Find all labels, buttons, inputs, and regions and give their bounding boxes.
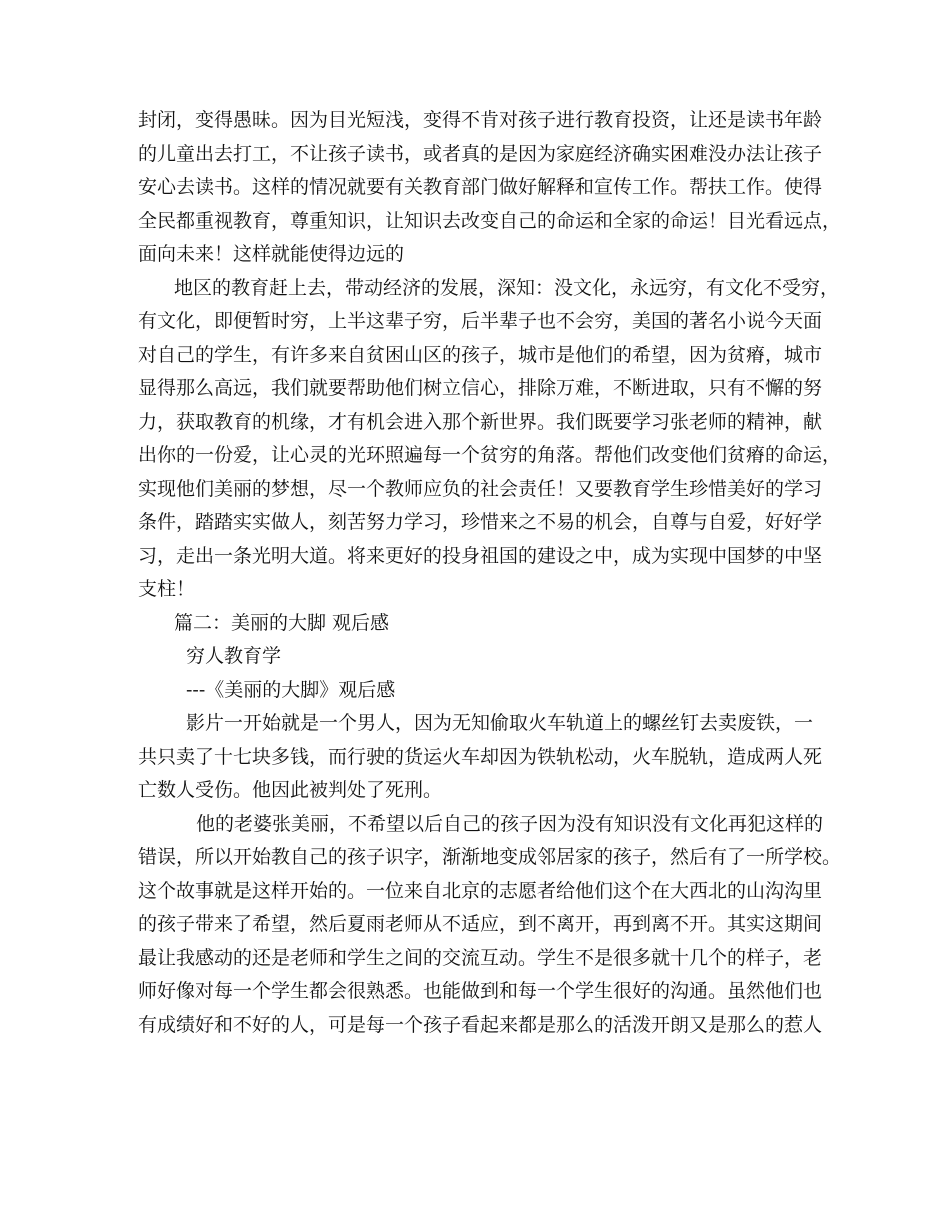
text-line: 师好像对每一个学生都会很熟悉。也能做到和每一个学生很好的沟通。虽然他们也	[138, 980, 823, 1002]
document-body	[138, 104, 842, 1042]
text-line: 安心去读书。这样的情况就要有关教育部门做好解释和宣传工作。帮扶工作。使得	[138, 176, 823, 198]
text-line: 穷人教育学	[186, 645, 282, 667]
text-line: 亡数人受伤。他因此被判处了死刑。	[138, 779, 443, 801]
text-line: 的孩子带来了希望，然后夏雨老师从不适应，到不离开，再到离不开。其实这期间	[138, 913, 823, 935]
text-line: 面向未来！这样就能使得边远的	[138, 243, 405, 265]
text-line: 封闭，变得愚昧。因为目光短浅，变得不肯对孩子进行教育投资，让还是读书年龄	[138, 109, 823, 131]
text-line: 共只卖了十七块多钱，而行驶的货运火车却因为铁轨松动，火车脱轨，造成两人死	[138, 745, 823, 768]
text-line: 的儿童出去打工，不让孩子读书，或者真的是因为家庭经济确实困难没办法让孩子	[138, 142, 823, 165]
text-line: 支柱！	[138, 578, 196, 600]
text-line: 最让我感动的还是老师和学生之间的交流互动。学生不是很多就十几个的样子，老	[138, 946, 823, 969]
text-line: 显得那么高远，我们就要帮助他们树立信心，排除万难，不断进取，只有不懈的努	[138, 377, 823, 399]
text-line: 有文化，即便暂时穷，上半这辈子穷，后半辈子也不会穷，美国的著名小说今天面	[138, 310, 823, 332]
text-line: 全民都重视教育，尊重知识，让知识去改变自己的命运和全家的命运！目光看远点，	[138, 209, 842, 232]
text-line: 出你的一份爱，让心灵的光环照遍每一个贫穷的角落。帮他们改变他们贫瘠的命运，	[138, 444, 842, 466]
text-line: ---《美丽的大脚》观后感	[186, 678, 396, 701]
text-line: 影片一开始就是一个男人，因为无知偷取火车轨道上的螺丝钉去卖废铁，一	[186, 712, 814, 734]
text-line: 有成绩好和不好的人，可是每一个孩子看起来都是那么的活泼开朗又是那么的惹人	[138, 1013, 823, 1036]
text-line: 错误，所以开始教自己的孩子识字，渐渐地变成邻居家的孩子，然后有了一所学校。	[138, 846, 842, 868]
text-line: 这个故事就是这样开始的。一位来自北京的志愿者给他们这个在大西北的山沟沟里	[138, 879, 823, 902]
text-line: 他的老婆张美丽，不希望以后自己的孩子因为没有知识没有文化再犯这样的	[196, 812, 824, 835]
text-line: 实现他们美丽的梦想，尽一个教师应负的社会责任！又要教育学生珍惜美好的学习	[138, 477, 823, 500]
text-line: 条件，踏踏实实做人，刻苦努力学习，珍惜来之不易的机会，自尊与自爱，好好学	[138, 511, 823, 533]
text-line: 对自己的学生，有许多来自贫困山区的孩子，城市是他们的希望，因为贫瘠，城市	[138, 343, 823, 366]
text-line: 篇二：美丽的大脚 观后感	[174, 611, 390, 634]
text-line: 地区的教育赶上去，带动经济的发展，深知：没文化，永远穷，有文化不受穷，	[174, 276, 840, 299]
text-line: 习，走出一条光明大道。将来更好的投身祖国的建设之中，成为实现中国梦的中坚	[138, 544, 823, 567]
text-line: 力，获取教育的机缘，才有机会进入那个新世界。我们既要学习张老师的精神，献	[138, 410, 823, 433]
